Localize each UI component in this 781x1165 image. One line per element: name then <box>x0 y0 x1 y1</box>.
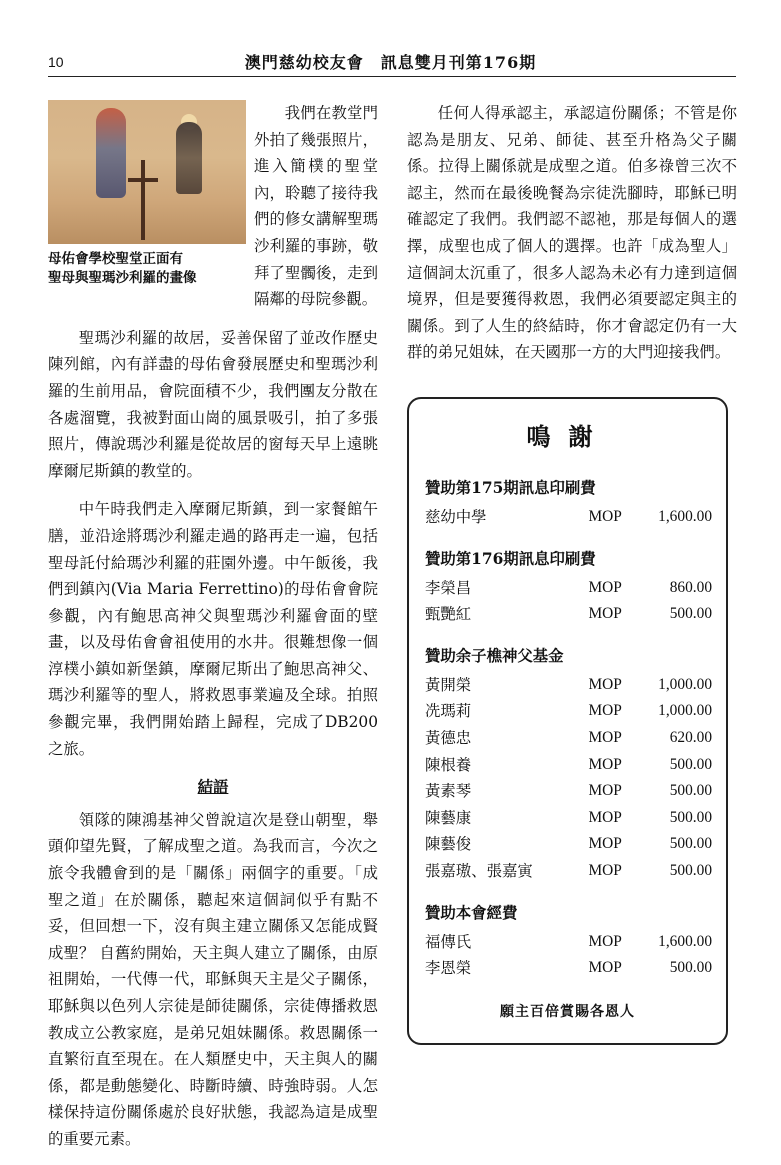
sponsor-section-heading: 贊助余子樵神父基金 <box>425 646 564 665</box>
paragraph-residence: 聖瑪沙利羅的故居，妥善保留了並改作歷史陳列館，內有詳盡的母佑會發展歷史和聖瑪沙利羅的生前用品，會院面積不少，我們團友分散在各處溜覽，我被對面山崗的風景吸引，拍了多張照片，傳說瑪沙利羅是從故居的窗每天早上遠眺摩爾尼斯鎮的教堂的。 <box>48 328 378 480</box>
currency-label: MOP <box>588 675 622 693</box>
sponsor-row <box>425 752 712 779</box>
right-column <box>407 100 737 378</box>
currency-label: MOP <box>588 755 622 773</box>
paragraph-conclusion: 領隊的陳鴻基神父曾說這次是登山朝聖，舉頭仰望先賢，了解成聖之道。為我而言，今次之旅令我體會到的是「關係」兩個字的重要。「成聖之道」在於關係，聽起來這個詞似乎有點不妥，但回想一下，沒有與主建立關係又怎能成賢成聖？ 自舊約開始，天主與人建立了關係，由原祖開始，一代傳一代，耶穌與天主是父子關係，耶穌與以色列人宗徒是師徒關係，宗徒傳播救恩教成立公教家庭，是弟兄姐妹關係。救恩關係一直繁衍直至現在。在人類歷史中，天主與人的關係，都是動態變化、時斷時續、時強時弱。人怎樣保持這份關係處於良好狀態，我認為這是成聖的重要元素。 <box>48 810 378 1148</box>
sponsor-row <box>425 601 712 628</box>
sponsor-name: 張嘉璈、張嘉寅 <box>425 861 533 880</box>
donation-amount: 620.00 <box>669 728 713 746</box>
currency-label: MOP <box>588 835 622 853</box>
caption-line-1: 母佑會學校聖堂正面有 <box>48 251 183 267</box>
donation-amount: 1,600.00 <box>658 932 713 950</box>
caption-line-2: 聖母與聖瑪沙利羅的畫像 <box>48 270 197 286</box>
acknowledgement-box <box>407 397 728 1045</box>
currency-label: MOP <box>588 959 622 977</box>
currency-label: MOP <box>588 605 622 623</box>
sponsor-row <box>425 955 712 982</box>
currency-label: MOP <box>588 782 622 800</box>
currency-label: MOP <box>588 508 622 525</box>
sponsor-row <box>425 672 712 699</box>
sponsor-row <box>425 831 712 858</box>
intro-paragraph: 我們在教堂門外拍了幾張照片，進入簡樸的聖堂內，聆聽了接待我們的修女講解聖瑪沙利羅的事跡，敬拜了聖髑後，走到隔鄰的母院參觀。 <box>254 104 378 309</box>
currency-label: MOP <box>588 728 622 746</box>
sponsor-name: 黃開榮 <box>425 675 472 694</box>
newsletter-title: 澳門慈幼校友會 訊息雙月刊第176期 <box>244 53 537 72</box>
cross-bar <box>128 178 158 182</box>
sponsor-section <box>425 547 712 628</box>
left-column <box>48 100 378 1165</box>
sponsor-name: 陳藝康 <box>425 808 472 827</box>
photo-caption <box>48 250 246 288</box>
sponsor-row <box>425 698 712 725</box>
acknowledgement-sections <box>425 476 712 982</box>
conclusion-heading: 結語 <box>197 778 229 797</box>
sponsor-section <box>425 476 712 531</box>
sponsor-name: 李恩榮 <box>425 959 472 978</box>
currency-label: MOP <box>588 578 622 596</box>
sponsor-section <box>425 901 712 982</box>
sponsor-name: 慈幼中學 <box>425 508 487 526</box>
virgin-mary-figure <box>96 108 126 198</box>
sponsor-name: 陳根養 <box>425 755 472 774</box>
donation-amount: 500.00 <box>669 782 713 800</box>
sponsor-section-heading: 贊助第175期訊息印刷費 <box>425 479 596 497</box>
sponsor-row <box>425 575 712 602</box>
sponsor-name: 黃素琴 <box>425 782 472 801</box>
donation-amount: 500.00 <box>669 605 713 623</box>
paragraph-mornese: 中午時我們走入摩爾尼斯鎮，到一家餐館午膳，並沿途將瑪沙利羅走過的路再走一遍，包括聖母託付給瑪沙利羅的莊園外邊。中午飯後，我們到鎮內(Via Maria Ferrettino)的母佑會會院參觀，內有鮑思高神父與聖瑪沙利羅會面的壁畫，以及母佑會會祖使用的水井。很難想像一個淳樸小鎮如新堡鎮，摩爾尼斯出了鮑思高神父、瑪沙利羅等的聖人，將救恩事業遍及全球。拍照參觀完畢，我們開始踏上歸程，完成了DB200之旅。 <box>48 500 378 758</box>
sponsor-row <box>425 805 712 832</box>
sponsor-row <box>425 858 712 885</box>
currency-label: MOP <box>588 932 622 950</box>
donation-amount: 1,600.00 <box>658 508 713 525</box>
acknowledgement-title: 鳴謝 <box>526 422 611 451</box>
sponsor-name: 陳藝俊 <box>425 835 472 854</box>
currency-label: MOP <box>588 861 622 879</box>
donation-amount: 500.00 <box>669 835 713 853</box>
sponsor-row <box>425 725 712 752</box>
sponsor-name: 甄艷紅 <box>425 605 472 624</box>
donation-amount: 860.00 <box>669 578 713 596</box>
sponsor-name: 李榮昌 <box>425 578 472 597</box>
currency-label: MOP <box>588 702 622 720</box>
church-mural-photo <box>48 100 246 244</box>
donation-amount: 500.00 <box>669 808 713 826</box>
cross-icon <box>141 160 145 240</box>
page-number: 10 <box>48 54 64 70</box>
sponsor-row <box>425 929 712 956</box>
saint-figure <box>176 122 202 194</box>
paragraph-relationship: 任何人得承認主，承認這份關係；不管是你認為是朋友、兄弟、師徒、甚至升格為父子關係。拉得上關係就是成聖之道。伯多祿曾三次不認主，然而在最後晚餐為宗徒洗腳時，耶穌已明確認定了我們。我們認不認祂，那是每個人的選擇，成聖也成了個人的選擇。也許「成為聖人」這個詞太沉重了，很多人認為未必有力達到這個境界，但是要獲得救恩，我們必須要認定與主的關係。到了人生的終結時，你才會認定仍有一大群的弟兄姐妹，在天國那一方的大門迎接我們。 <box>407 104 737 362</box>
sponsor-row <box>425 504 712 531</box>
sponsor-section-heading: 贊助本會經費 <box>425 903 518 922</box>
donation-amount: 500.00 <box>669 861 713 879</box>
sponsor-name: 黃德忠 <box>425 728 472 747</box>
sponsor-section <box>425 644 712 885</box>
sponsor-name: 福傳氏 <box>425 932 472 951</box>
currency-label: MOP <box>588 808 622 826</box>
acknowledgement-footer: 願主百倍賞賜各恩人 <box>500 1004 635 1020</box>
photo-figure <box>48 100 246 288</box>
sponsor-row <box>425 778 712 805</box>
donation-amount: 1,000.00 <box>658 675 713 693</box>
sponsor-name: 冼瑪莉 <box>425 702 472 721</box>
donation-amount: 500.00 <box>669 755 713 773</box>
donation-amount: 500.00 <box>669 959 713 977</box>
sponsor-section-heading: 贊助第176期訊息印刷費 <box>425 549 596 568</box>
donation-amount: 1,000.00 <box>658 702 713 720</box>
header-divider <box>48 76 736 77</box>
